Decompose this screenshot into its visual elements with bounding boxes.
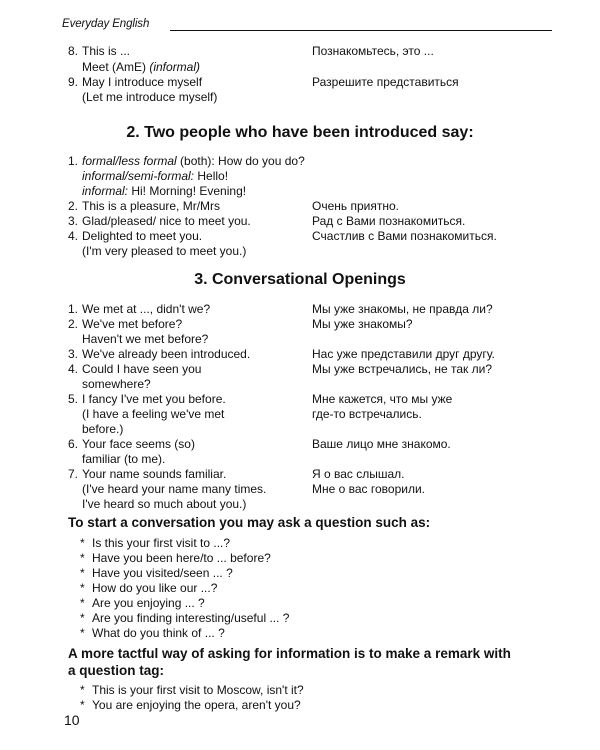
item-russian: Познакомьтесь, это ...: [312, 44, 434, 58]
section-2-item-line: [82, 244, 246, 259]
item-english: Haven't we met before?: [82, 332, 209, 346]
item-russian: Мне о вас говорили.: [312, 482, 426, 496]
item-russian: Мне кажется, что мы уже: [312, 392, 453, 406]
item-english: Could I have seen you: [82, 362, 202, 376]
section-2-item-line: [82, 184, 246, 199]
item-russian: Счастлив с Вами познакомиться.: [312, 229, 497, 243]
asterisk-icon: *: [80, 581, 85, 595]
asterisk-icon: *: [80, 698, 85, 712]
item-number: 3.: [67, 214, 78, 228]
item-english: (I've heard your name many times.: [82, 482, 267, 496]
asterisk-icon: *: [80, 611, 85, 625]
item-number: 2.: [67, 317, 78, 331]
header-rule: [170, 30, 552, 31]
asterisk-icon: *: [80, 536, 85, 550]
item-english-italic: informal:: [82, 184, 129, 198]
intro-item-line: [82, 60, 200, 75]
item-english-italic: formal/less formal: [82, 154, 177, 168]
asterisk-icon: *: [80, 596, 85, 610]
item-number: 1.: [67, 302, 78, 316]
item-english: Your name sounds familiar.: [82, 467, 227, 481]
tactful-heading-line1: A more tactful way of asking for information is to make a remark with: [68, 646, 511, 661]
item-russian: Мы уже знакомы?: [312, 317, 413, 331]
item-number: 7.: [67, 467, 78, 481]
item-english: (both): How do you do?: [176, 154, 305, 168]
section-2-item-line: [82, 169, 228, 184]
item-russian: Нас уже представили друг другу.: [312, 347, 495, 361]
item-russian: Я о вас слышал.: [312, 467, 405, 481]
item-number: 1.: [67, 154, 78, 168]
item-english: Glad/pleased/ nice to meet you.: [82, 214, 251, 228]
item-number: 4.: [67, 362, 78, 376]
item-number: 3.: [67, 347, 78, 361]
intro-item: [0, 75, 600, 90]
item-number: 5.: [67, 392, 78, 406]
item-english: Hello!: [194, 169, 229, 183]
asterisk-icon: *: [80, 566, 85, 580]
running-header: [62, 18, 552, 34]
item-english: (I have a feeling we've met: [82, 407, 225, 421]
tactful-heading-line2: a question tag:: [68, 663, 165, 678]
item-english: We've already been introduced.: [82, 347, 251, 361]
item-russian: Ваше лицо мне знакомо.: [312, 437, 451, 451]
section-3-item-line: [82, 332, 208, 347]
item-number: 6.: [67, 437, 78, 451]
section-3-item-line: [82, 377, 151, 392]
asterisk-icon: *: [80, 626, 85, 640]
section-3-item-line: [82, 422, 123, 437]
item-english: This is a pleasure, Mr/Mrs: [82, 199, 221, 213]
start-conversation-heading: To start a conversation you may ask a question such as:: [68, 515, 431, 530]
item-english: (I'm very pleased to meet you.): [82, 244, 247, 258]
item-english-italic: informal/semi-formal:: [82, 169, 195, 183]
item-russian: Рад с Вами познакомиться.: [312, 214, 466, 228]
textbook-page: Everyday English 8. This is ... Познакомьтесь, это ... Meet (AmE) (informal) 9. May I introduce myself Разрешите представиться (Let me introduce myself) 2. Two people who have been introduced say: 1. formal/less formal (both): How do you do? informal/semi-formal: Hello! informal: Hi! Morning! Evening! 2. This is a pleasure, Mr/Mrs Очень приятно. 3. Glad/pleased/ nice to meet you. Рад с Вами познакомиться. 4. Delighted to meet you. Счастлив с Вами познакомиться. (I'm very pleased to meet you.) 3. Conversational Openings 1. We met at ..., didn't we? Мы уже знакомы, не правда ли? 2. We've met before? Мы уже знакомы? Haven't we met before? 3. We've already been introduced. Нас уже представили друг другу. 4. Could I have seen you Мы уже встречались, не так ли? somewhere? 5. I fancy I've met you before. Мне кажется, что мы уже (I have a feeling we've met где-то встречались. before.) 6. Your face seems (so) Ваше лицо мне знакомо. familiar (to me). 7. Your name sounds familiar. Я о вас слышал. (I've heard your name many times. Мне о вас говорили. I've heard so much about you.) To start a conversation you may ask a question such as: * Is this your first visit to ...? * Have you been here/to ... before? * Have you visited/seen ... ? * How do you like our ...? * Are you enjoying ... ? * Are you finding interesting/useful ... ? * What do you think of ... ? A more tactful way of asking for information is to make a remark with a question tag: * This is your first visit to Moscow, isn't it? * You are enjoying the opera, aren't you? 10: [0, 0, 600, 750]
item-english: May I introduce myself: [82, 75, 203, 89]
item-english: Your face seems (so): [82, 437, 195, 451]
item-english: I fancy I've met you before.: [82, 392, 226, 406]
page-number: 10: [64, 712, 80, 728]
item-russian: Очень приятно.: [312, 199, 399, 213]
item-english: We've met before?: [82, 317, 183, 331]
item-number: 8.: [67, 44, 78, 58]
item-english: before.): [82, 422, 124, 436]
item-english: I've heard so much about you.): [82, 497, 247, 511]
item-english: Meet (AmE): [82, 60, 150, 74]
item-english: Delighted to meet you.: [82, 229, 203, 243]
section-3-item-line: [82, 452, 165, 467]
item-number: 9.: [67, 75, 78, 89]
item-english: This is ...: [82, 44, 131, 58]
item-number: 2.: [67, 199, 78, 213]
section-2-heading: 2. Two people who have been introduced say:: [126, 124, 474, 141]
item-english: Hi! Morning! Evening!: [128, 184, 247, 198]
section-3-item-line: [82, 497, 246, 512]
item-english: familiar (to me).: [82, 452, 166, 466]
intro-item: [0, 44, 600, 59]
item-russian: Разрешите представиться: [312, 75, 459, 89]
asterisk-icon: *: [80, 683, 85, 697]
item-english-italic: (informal): [149, 60, 201, 74]
header-title: Everyday English: [62, 18, 150, 30]
item-russian: где-то встречались.: [312, 407, 422, 421]
section-3-heading: 3. Conversational Openings: [194, 271, 406, 288]
item-number: 4.: [67, 229, 78, 243]
item-english: (Let me introduce myself): [82, 90, 218, 104]
item-russian: Мы уже встречались, не так ли?: [312, 362, 492, 376]
item-english: We met at ..., didn't we?: [82, 302, 211, 316]
item-russian: Мы уже знакомы, не правда ли?: [312, 302, 493, 316]
intro-item-line: [82, 90, 217, 105]
item-english: somewhere?: [82, 377, 151, 391]
asterisk-icon: *: [80, 551, 85, 565]
